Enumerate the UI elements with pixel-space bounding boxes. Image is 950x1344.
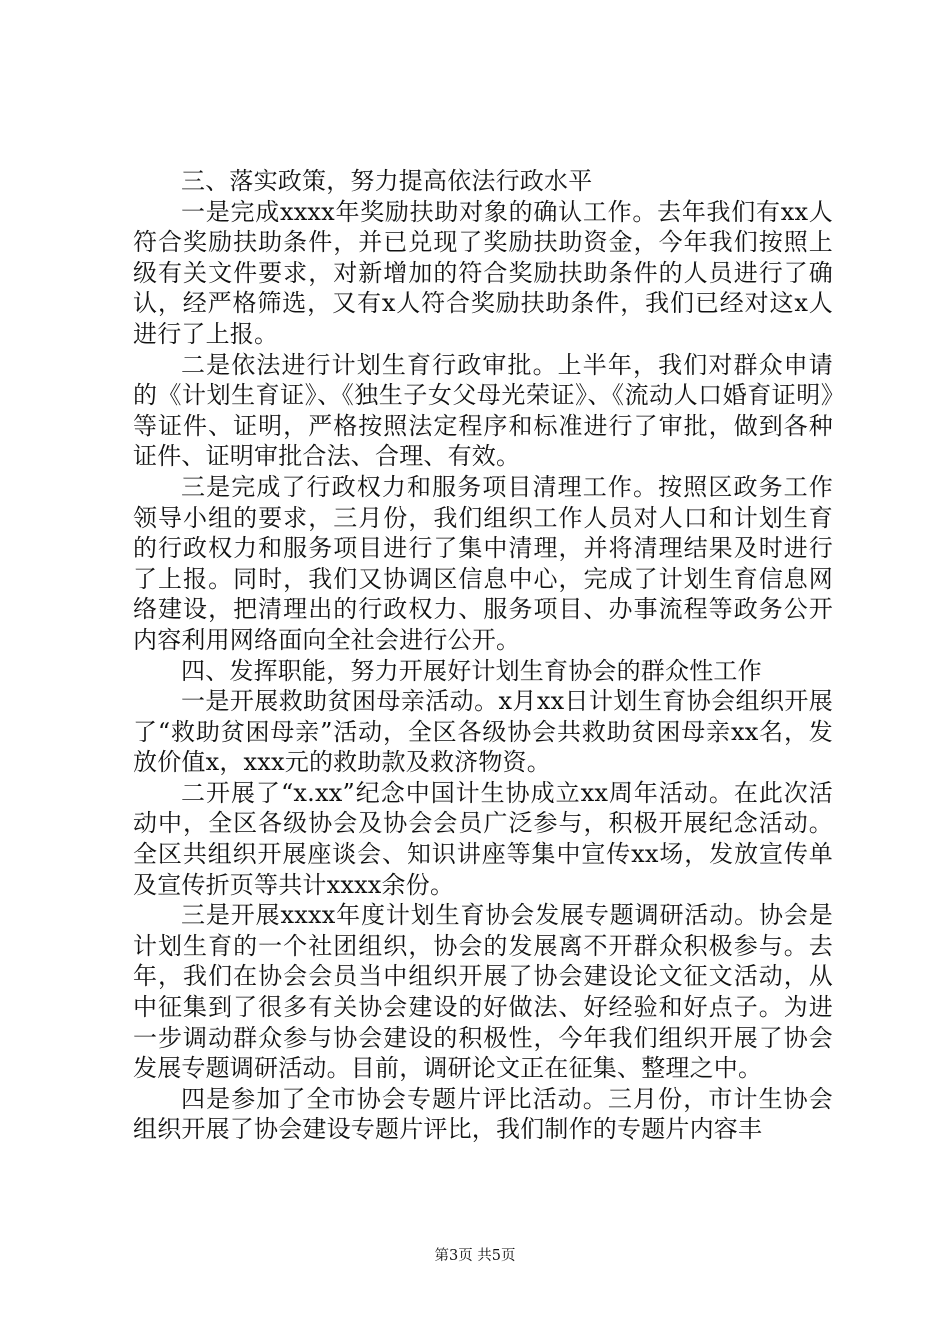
section-heading: 三、落实政策，努力提高依法行政水平 [181, 167, 593, 195]
document-body [133, 166, 833, 1145]
paragraph: 四是参加了全市协会专题片评比活动。三月份，市计生协会组织开展了协会建设专题片评比，我们制作的专题片内容丰 [133, 1084, 833, 1144]
paragraph: 二是依法进行计划生育行政审批。上半年，我们对群众申请的《计划生育证》、《独生子女父母光荣证》、《流动人口婚育证明》等证件、证明，严格按照法定程序和标准进行了审批，做到各种证件、证明审批合法、合理、有效。 [133, 350, 833, 471]
paragraph: 三是完成了行政权力和服务项目清理工作。按照区政务工作领导小组的要求，三月份，我们组织工作人员对人口和计划生育的行政权力和服务项目进行了集中清理，并将清理结果及时进行了上报。同时，我们又协调区信息中心，完成了计划生育信息网络建设，把清理出的行政权力、服务项目、办事流程等政务公开内容利用网络面向全社会进行公开。 [133, 472, 833, 654]
paragraph: 三是开展xxxx年度计划生育协会发展专题调研活动。协会是计划生育的一个社团组织，协会的发展离不开群众积极参与。去年，我们在协会会员当中组织开展了协会建设论文征文活动，从中征集到了很多有关协会建设的好做法、好经验和好点子。为进一步调动群众参与协会建设的积极性，今年我们组织开展了协会发展专题调研活动。目前，调研论文正在征集、整理之中。 [133, 901, 833, 1083]
page-footer: 第3页 共5页 [434, 1248, 516, 1264]
paragraph: 一是完成xxxx年奖励扶助对象的确认工作。去年我们有xx人符合奖励扶助条件，并已兑现了奖励扶助资金，今年我们按照上级有关文件要求，对新增加的符合奖励扶助条件的人员进行了确认，经严格筛选，又有x人符合奖励扶助条件，我们已经对这x人进行了上报。 [133, 197, 833, 348]
paragraph: 一是开展救助贫困母亲活动。x月xx日计划生育协会组织开展了“救助贫困母亲”活动，全区各级协会共救助贫困母亲xx名，发放价值x，xxx元的救助款及救济物资。 [133, 687, 833, 777]
paragraph: 二开展了“x.xx”纪念中国计生协成立xx周年活动。在此次活动中，全区各级协会及协会会员广泛参与，积极开展纪念活动。全区共组织开展座谈会、知识讲座等集中宣传xx场，发放宣传单及宣传折页等共计xxxx余份。 [133, 778, 833, 899]
section-heading: 四、发挥职能，努力开展好计划生育协会的群众性工作 [181, 656, 762, 685]
